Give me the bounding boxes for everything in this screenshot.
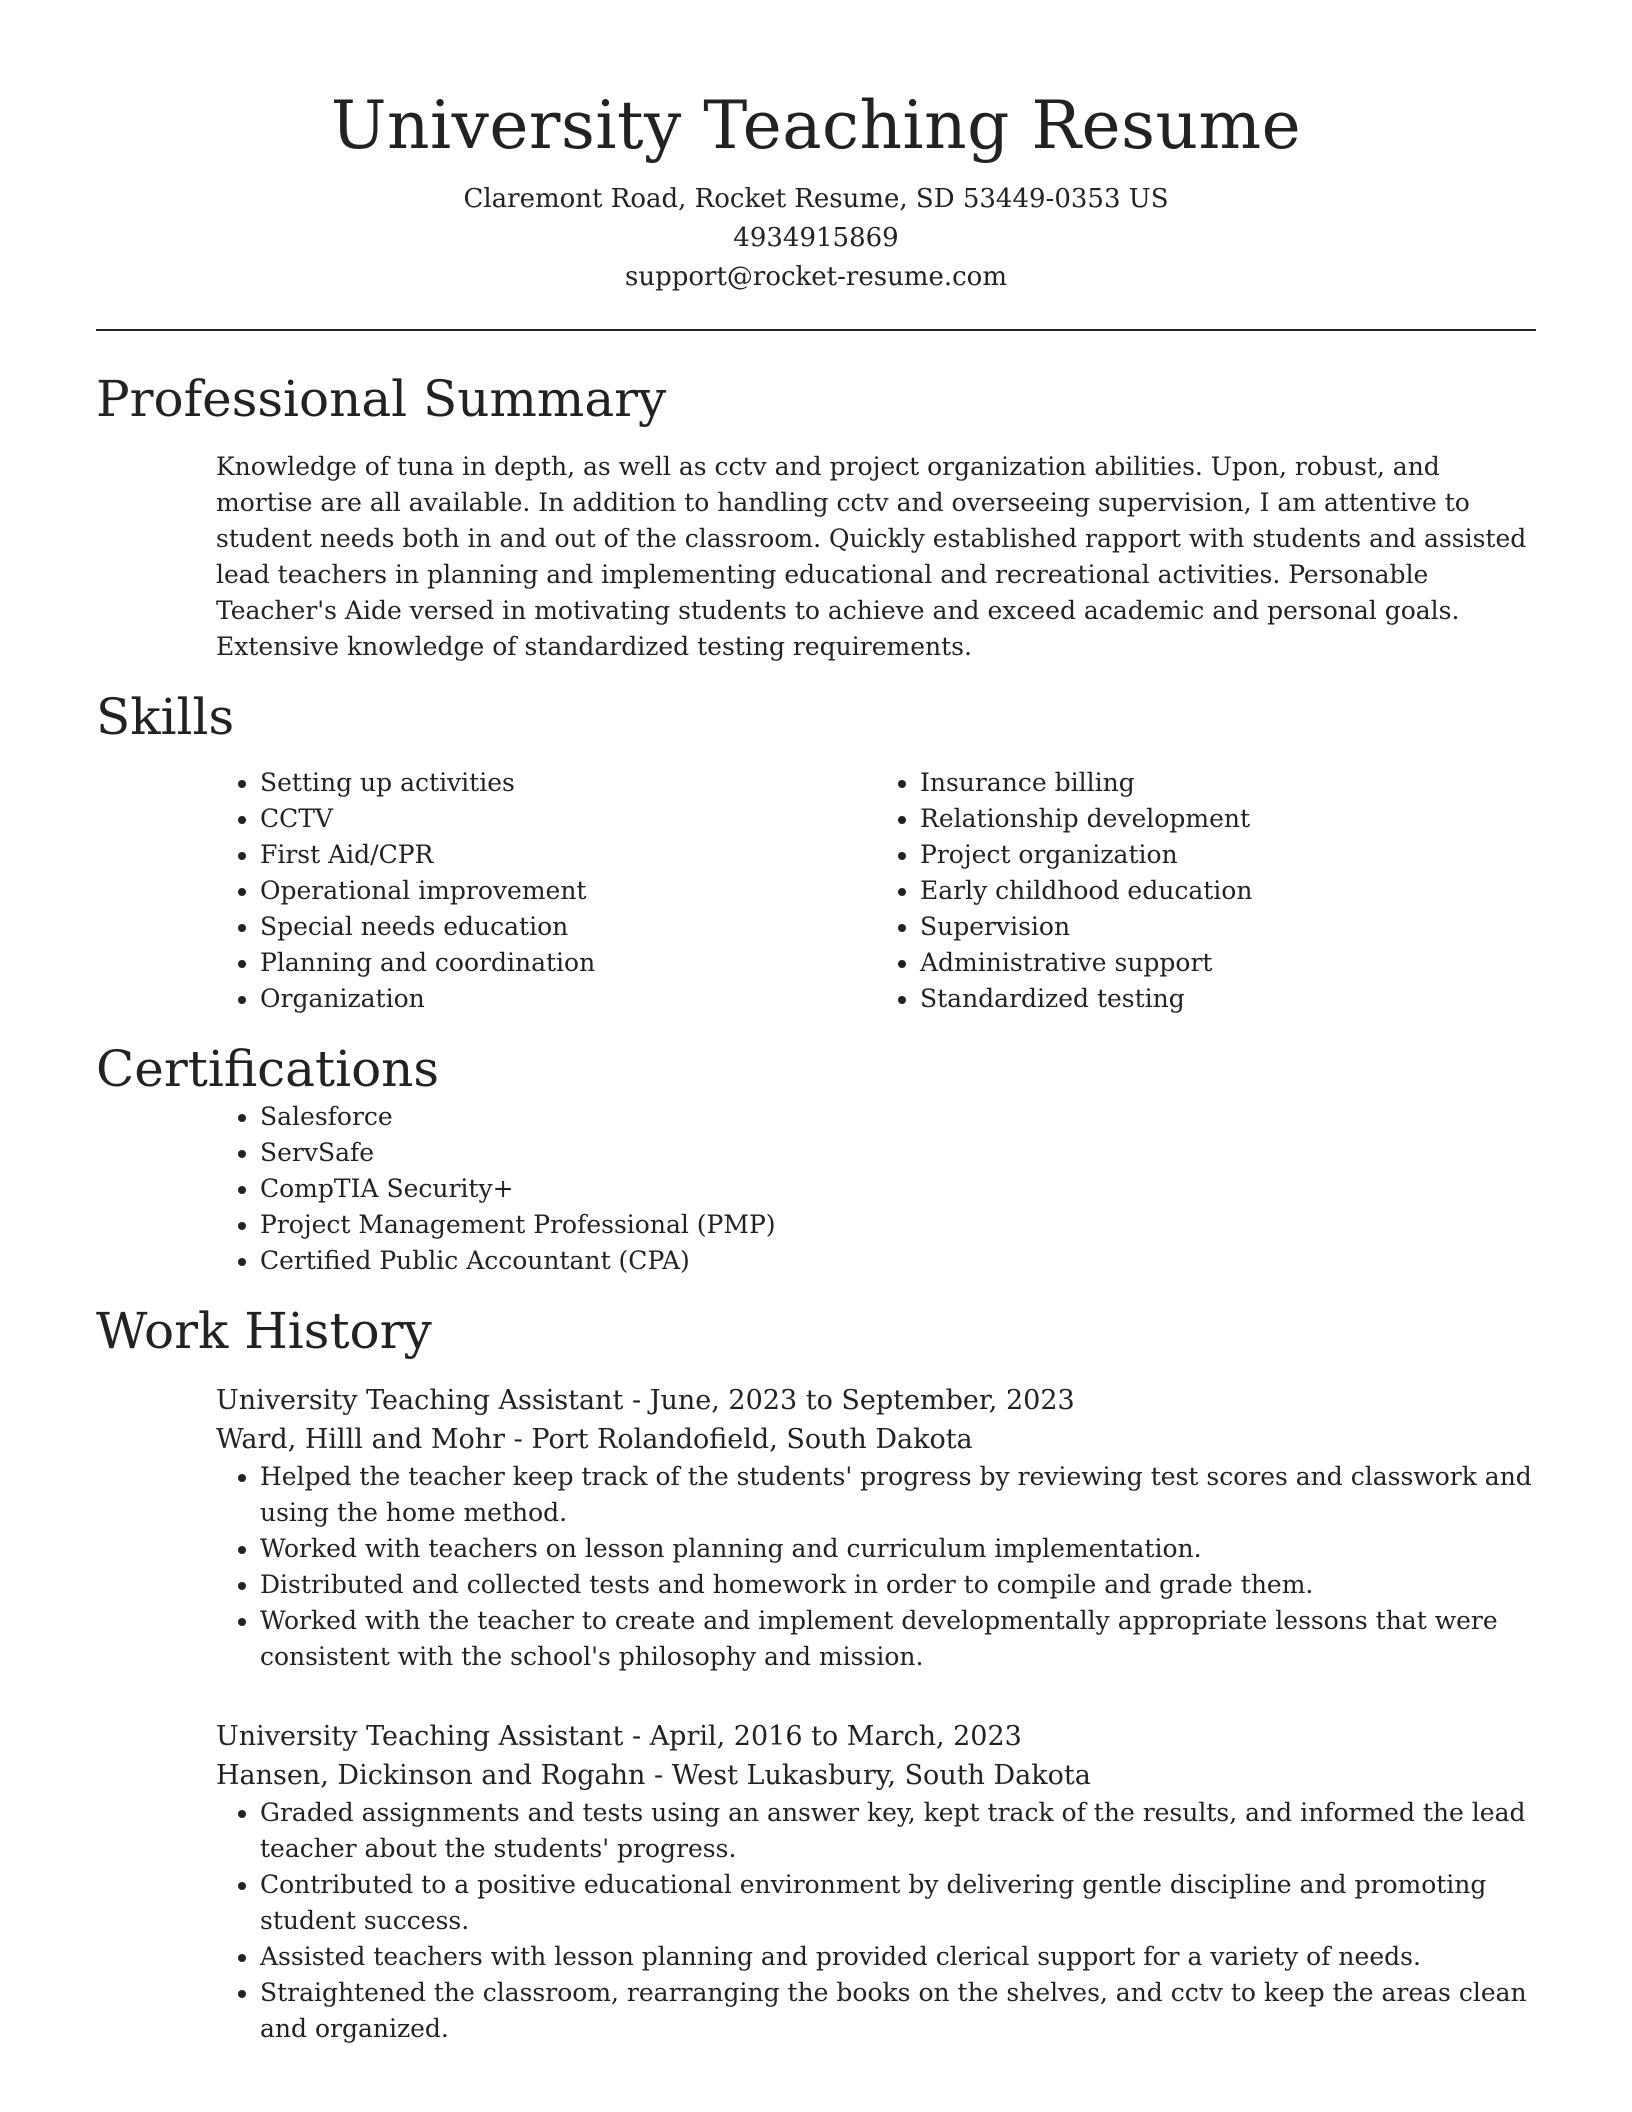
skills-heading: Skills bbox=[96, 688, 235, 746]
resume-name: University Teaching Resume bbox=[330, 87, 1302, 164]
job-separator: - bbox=[513, 1424, 532, 1455]
skill-item: • Operational improvement bbox=[260, 873, 876, 909]
skill-item: • Administrative support bbox=[920, 945, 1536, 981]
certification-item: • Project Management Professional (PMP) bbox=[260, 1207, 1536, 1243]
certification-item: • CompTIA Security+ bbox=[260, 1171, 1536, 1207]
certifications-heading: Certifications bbox=[96, 1040, 440, 1098]
job-company: Hansen, Dickinson and Rogahn bbox=[216, 1760, 646, 1791]
job-separator: - bbox=[631, 1385, 650, 1416]
contact-phone: 4934915869 bbox=[733, 223, 899, 253]
job-company-line bbox=[216, 1420, 1536, 1459]
resume-header bbox=[96, 0, 1536, 297]
job-title-line bbox=[216, 1381, 1536, 1420]
skill-item: • Standardized testing bbox=[920, 981, 1536, 1017]
certifications-list bbox=[216, 1099, 1536, 1279]
skill-item: • First Aid/CPR bbox=[260, 837, 876, 873]
skills-list-right bbox=[876, 765, 1536, 1017]
skills-section bbox=[96, 687, 1536, 1017]
job-duty: • Straightened the classroom, rearranging the books on the shelves, and cctv to keep the areas clean and organized. bbox=[260, 1975, 1536, 2047]
job-separator: - bbox=[653, 1760, 672, 1791]
job-duty: • Worked with teachers on lesson planning and curriculum implementation. bbox=[260, 1531, 1536, 1567]
skill-item: • Special needs education bbox=[260, 909, 876, 945]
job-location: West Lukasbury, South Dakota bbox=[671, 1760, 1091, 1791]
job-entry bbox=[216, 1381, 1536, 1675]
job-duty: • Distributed and collected tests and homework in order to compile and grade them. bbox=[260, 1567, 1536, 1603]
work-history-heading: Work History bbox=[96, 1302, 432, 1360]
skills-grid bbox=[216, 765, 1536, 1017]
skill-item: • Insurance billing bbox=[920, 765, 1536, 801]
skill-item: • CCTV bbox=[260, 801, 876, 837]
contact-address: Claremont Road, Rocket Resume, SD 53449-0353 US bbox=[463, 184, 1169, 214]
job-duty: • Worked with the teacher to create and implement developmentally appropriate lessons that were consistent with the school's philosophy and mission. bbox=[260, 1603, 1536, 1675]
job-location: Port Rolandofield, South Dakota bbox=[531, 1424, 973, 1455]
job-title: University Teaching Assistant bbox=[216, 1385, 624, 1416]
summary-text: Knowledge of tuna in depth, as well as cctv and project organization abilities. Upon, robust, and mortise are all available. In addition to handling cctv and overseeing supervision, I am attentive to student needs both in and out of the classroom. Quickly established rapport with students and assisted lead teachers in planning and implementing educational and recreational activities. Personable Teacher's Aide versed in motivating students to achieve and exceed academic and personal goals. Extensive knowledge of standardized testing requirements. bbox=[216, 452, 1527, 661]
job-separator: - bbox=[631, 1721, 650, 1752]
summary-section bbox=[96, 369, 1536, 665]
skill-item: • Planning and coordination bbox=[260, 945, 876, 981]
job-title: University Teaching Assistant bbox=[216, 1721, 624, 1752]
job-dates: June, 2023 to September, 2023 bbox=[649, 1385, 1075, 1416]
skill-item: • Relationship development bbox=[920, 801, 1536, 837]
contact-info bbox=[96, 180, 1536, 297]
certification-item: • Salesforce bbox=[260, 1099, 1536, 1135]
work-history-section bbox=[96, 1301, 1536, 2047]
skills-list-left bbox=[216, 765, 876, 1017]
skill-item: • Early childhood education bbox=[920, 873, 1536, 909]
certification-item: • ServSafe bbox=[260, 1135, 1536, 1171]
job-company-line bbox=[216, 1756, 1536, 1795]
job-title-line bbox=[216, 1717, 1536, 1756]
job-entry bbox=[216, 1717, 1536, 2047]
job-duties-list bbox=[216, 1795, 1536, 2047]
job-duty: • Helped the teacher keep track of the students' progress by reviewing test scores and classwork and using the home method. bbox=[260, 1459, 1536, 1531]
header-divider bbox=[96, 329, 1536, 331]
skill-item: • Setting up activities bbox=[260, 765, 876, 801]
job-dates: April, 2016 to March, 2023 bbox=[649, 1721, 1022, 1752]
certification-item: • Certified Public Accountant (CPA) bbox=[260, 1243, 1536, 1279]
job-company: Ward, Hilll and Mohr bbox=[216, 1424, 506, 1455]
skill-item: • Supervision bbox=[920, 909, 1536, 945]
certifications-section bbox=[96, 1039, 1536, 1279]
summary-heading: Professional Summary bbox=[96, 370, 667, 428]
contact-email: support@rocket-resume.com bbox=[624, 262, 1007, 292]
job-duties-list bbox=[216, 1459, 1536, 1675]
job-duty: • Assisted teachers with lesson planning and provided clerical support for a variety of needs. bbox=[260, 1939, 1536, 1975]
skill-item: • Organization bbox=[260, 981, 876, 1017]
job-duty: • Graded assignments and tests using an answer key, kept track of the results, and informed the lead teacher about the students' progress. bbox=[260, 1795, 1536, 1867]
job-duty: • Contributed to a positive educational environment by delivering gentle discipline and promoting student success. bbox=[260, 1867, 1536, 1939]
skill-item: • Project organization bbox=[920, 837, 1536, 873]
